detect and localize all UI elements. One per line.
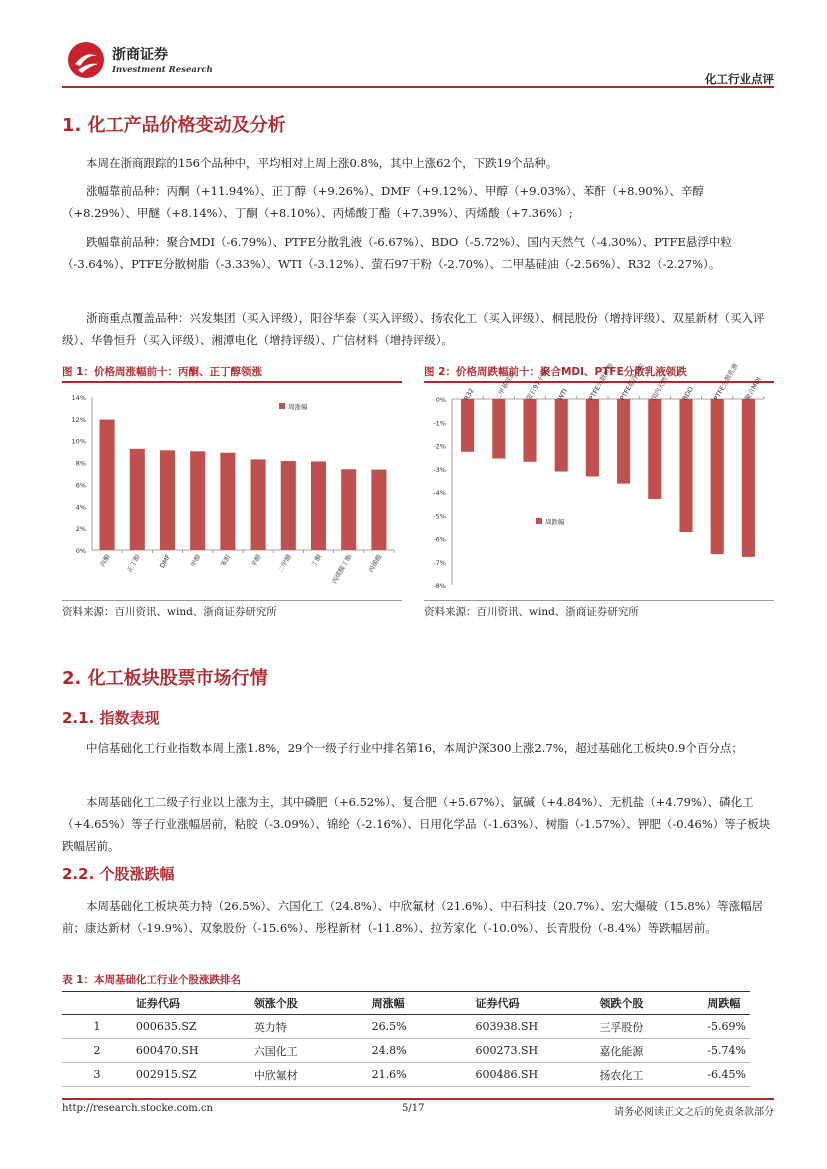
footer-rule [62, 1098, 774, 1100]
x-category-label: 聚合MDI [743, 375, 763, 402]
logo-en: Investment Research [112, 65, 213, 75]
bar [160, 450, 175, 550]
table-cell: 2 [62, 1039, 132, 1063]
stock-ranking-table [62, 991, 750, 1087]
table-header-row [62, 992, 750, 1015]
bar [523, 399, 536, 462]
x-category-label: 辛醇 [249, 553, 263, 569]
x-category-label: PTFE分散树脂 [587, 361, 616, 402]
x-category-label: 国内天然气 [649, 369, 673, 402]
x-category-label: 二甲醚 [276, 553, 294, 574]
y-tick-label: 0% [75, 547, 86, 555]
y-tick-label: 4% [75, 503, 86, 512]
bar [220, 453, 235, 550]
bar [555, 399, 568, 472]
table-header: 周涨幅 [368, 992, 472, 1015]
section2-p1: 中信基础化工行业指数本周上涨1.8%，29个一级子行业中排名第16，本周沪深300上涨2.7%，超过基础化工板块0.9个百分点； [86, 741, 743, 755]
x-category-label: 正丁醇 [125, 553, 143, 574]
table-row [62, 1039, 750, 1063]
table-cell: 中欣氟材 [250, 1063, 368, 1087]
section2-sub1: 2.1. 指数表现 [62, 709, 160, 727]
table-cell: 扬农化工 [595, 1063, 703, 1087]
table-cell: -5.74% [703, 1039, 750, 1063]
bar [492, 399, 505, 459]
x-category-label: 甲醇 [189, 553, 203, 569]
bar [311, 461, 326, 550]
y-tick-label: -8% [433, 582, 446, 590]
bar [742, 399, 755, 557]
section2-p2: 本周基础化工二级子行业以上涨为主，其中磷肥（+6.52%）、复合肥（+5.67%）、氯碱（+4.84%）、无机盐（+4.79%）、磷化工（+4.65%）等子行业涨幅居前，粘胶（-3.09%）、锦纶（-2.16%）、日用化学品（-1.63%）、树脂（-1.57%）、钾肥（-0.46%）等子板块跌幅居前。 [62, 795, 771, 853]
y-tick-label: 0% [435, 396, 446, 404]
x-category-label: 丙烯酸丁酯 [330, 553, 354, 586]
bar [617, 399, 630, 484]
section2-title: 2. 化工板块股票市场行情 [62, 668, 268, 689]
table-cell: 24.8% [368, 1039, 472, 1063]
table-cell: -6.45% [703, 1063, 750, 1087]
table-cell: 21.6% [368, 1063, 472, 1087]
x-category-label: 苯酐 [219, 553, 233, 569]
bar [190, 451, 205, 550]
x-category-label: R32 [462, 386, 476, 402]
x-category-label: 丙烯酸 [366, 553, 384, 574]
logo-cn: 浙商证券 [112, 47, 168, 63]
header [62, 38, 774, 88]
section1-p2: 涨幅靠前品种：丙酮（+11.94%）、正丁醇（+9.26%）、DMF（+9.12%）、甲醇（+9.03%）、苯酐（+8.90%）、辛醇（+8.29%）、甲醚（+8.14%）、丁酮（+8.10%）、丙烯酸丁酯（+7.39%）、丙烯酸（+7.36%）; [62, 184, 704, 220]
figure2-caption: 图 2：价格周跌幅前十：聚合MDI、PTFE分散乳液领跌 [424, 366, 687, 378]
section1-title: 1. 化工产品价格变动及分析 [62, 115, 286, 136]
table-row [62, 1015, 750, 1039]
x-category-label: BDO [680, 385, 696, 402]
figure2-source: 资料来源：百川资讯、wind、浙商证券研究所 [424, 606, 639, 618]
bar [586, 399, 599, 476]
table-header [62, 992, 132, 1015]
y-tick-label: -6% [433, 535, 446, 544]
zheshang-logo-icon [66, 40, 106, 80]
section1-p3: 跌幅靠前品种：聚合MDI（-6.79%）、PTFE分散乳液（-6.67%）、BDO（-5.72%）、国内天然气（-4.30%）、PTFE悬浮中粒（-3.64%）、PTFE分散树脂（-3.33%）、WTI（-3.12%）、萤石97干粉（-2.70%）、二甲基硅油（-2.56%）、R32（-2.27%）。 [62, 235, 732, 271]
table-cell: 000635.SZ [132, 1015, 250, 1039]
table-row [62, 1063, 750, 1087]
y-tick-label: -4% [433, 489, 446, 497]
table-cell: 六国化工 [250, 1039, 368, 1063]
y-tick-label: -5% [433, 512, 446, 521]
y-tick-label: -2% [433, 442, 446, 451]
x-category-label: 丙酮 [98, 553, 112, 569]
x-category-label: PTFE分散乳液 [712, 361, 740, 402]
section1-p1: 本周在浙商跟踪的156个品种中，平均相对上周上涨0.8%，其中上涨62个，下跌19个品种。 [86, 156, 558, 170]
legend-label: 周涨幅 [288, 403, 308, 411]
table-cell: 600273.SH [472, 1039, 596, 1063]
y-tick-label: -7% [433, 558, 446, 567]
report-type: 化工行业点评 [705, 72, 774, 86]
y-tick-label: 10% [71, 437, 86, 446]
x-category-label: 二甲基硅油 [493, 369, 517, 402]
table-header: 领跌个股 [595, 992, 703, 1015]
x-category-label: PTFE悬浮中粒 [618, 361, 647, 402]
bar [100, 420, 115, 550]
y-tick-label: 14% [71, 394, 86, 402]
table-cell: 600470.SH [132, 1039, 250, 1063]
table-header: 证券代码 [132, 992, 250, 1015]
y-tick-label: -1% [433, 419, 446, 428]
header-rule [62, 86, 774, 88]
x-category-label: 丁酮 [309, 553, 324, 569]
section1-p4: 浙商重点覆盖品种：兴发集团（买入评级），阳谷华泰（买入评级）、扬农化工（买入评级）、桐昆股份（增持评级）、双星新材（买入评级）、华鲁恒升（买入评级）、湘潭电化（增持评级）、广信材料（增持评级）。 [62, 311, 765, 347]
table-cell: 英力特 [250, 1015, 368, 1039]
table-cell: 三孚股份 [595, 1015, 703, 1039]
legend-swatch [536, 518, 542, 524]
legend-label: 周跌幅 [545, 518, 565, 526]
figure2-bottom-rule [424, 600, 774, 601]
bar [648, 399, 661, 499]
table1-caption: 表 1：本周基础化工行业个股涨跌排名 [62, 974, 241, 986]
bar [679, 399, 692, 532]
y-tick-label: 8% [75, 459, 86, 468]
legend-swatch [279, 403, 285, 409]
table-header: 证券代码 [472, 992, 596, 1015]
footer-disclaimer: 请务必阅读正文之后的免责条款部分 [614, 1107, 774, 1118]
table-header: 周跌幅 [703, 992, 750, 1015]
bar [281, 461, 296, 550]
bar [371, 470, 386, 550]
figure1-top-rule [62, 381, 402, 383]
figure1-caption: 图 1：价格周涨幅前十：丙酮、正丁醇领涨 [62, 366, 262, 378]
x-category-label: DMF [158, 553, 173, 570]
bar [341, 469, 356, 550]
figure1-bottom-rule [62, 600, 402, 601]
chart-price-rise-top10 [62, 385, 402, 597]
table-header: 领涨个股 [250, 992, 368, 1015]
y-tick-label: 12% [71, 415, 86, 424]
x-category-label: WTI [556, 387, 570, 402]
y-tick-label: 2% [75, 525, 86, 534]
table-cell: 002915.SZ [132, 1063, 250, 1087]
section2-p3: 本周基础化工板块英力特（26.5%）、六国化工（24.8%）、中欣氟材（21.6%）、中石科技（20.7%）、宏大爆破（15.8%）等涨幅居前；康达新材（-19.9%）、双象股份（-15.6%）、彤程新材（-11.8%）、拉芳家化（-10.0%）、长青股份（-8.4%）等跌幅居前。 [62, 899, 764, 935]
y-tick-label: 6% [75, 481, 86, 490]
y-tick-label: -3% [433, 465, 446, 474]
figure1-source: 资料来源：百川资讯、wind、浙商证券研究所 [62, 606, 277, 618]
table-cell: -5.69% [703, 1015, 750, 1039]
bar [130, 449, 145, 550]
bar [461, 399, 474, 452]
table-cell: 600486.SH [472, 1063, 596, 1087]
table-cell: 26.5% [368, 1015, 472, 1039]
table-cell: 3 [62, 1063, 132, 1087]
section2-sub2: 2.2. 个股涨跌幅 [62, 865, 175, 883]
footer-url[interactable]: http://research.stocke.com.cn [62, 1103, 213, 1114]
table-cell: 603938.SH [472, 1015, 596, 1039]
bar [711, 399, 724, 554]
bar [251, 459, 266, 550]
table-cell: 嘉化能源 [595, 1039, 703, 1063]
footer-page-number: 5/17 [402, 1103, 425, 1114]
table-cell: 1 [62, 1015, 132, 1039]
x-category-label: 萤石97干粉 [524, 368, 549, 402]
